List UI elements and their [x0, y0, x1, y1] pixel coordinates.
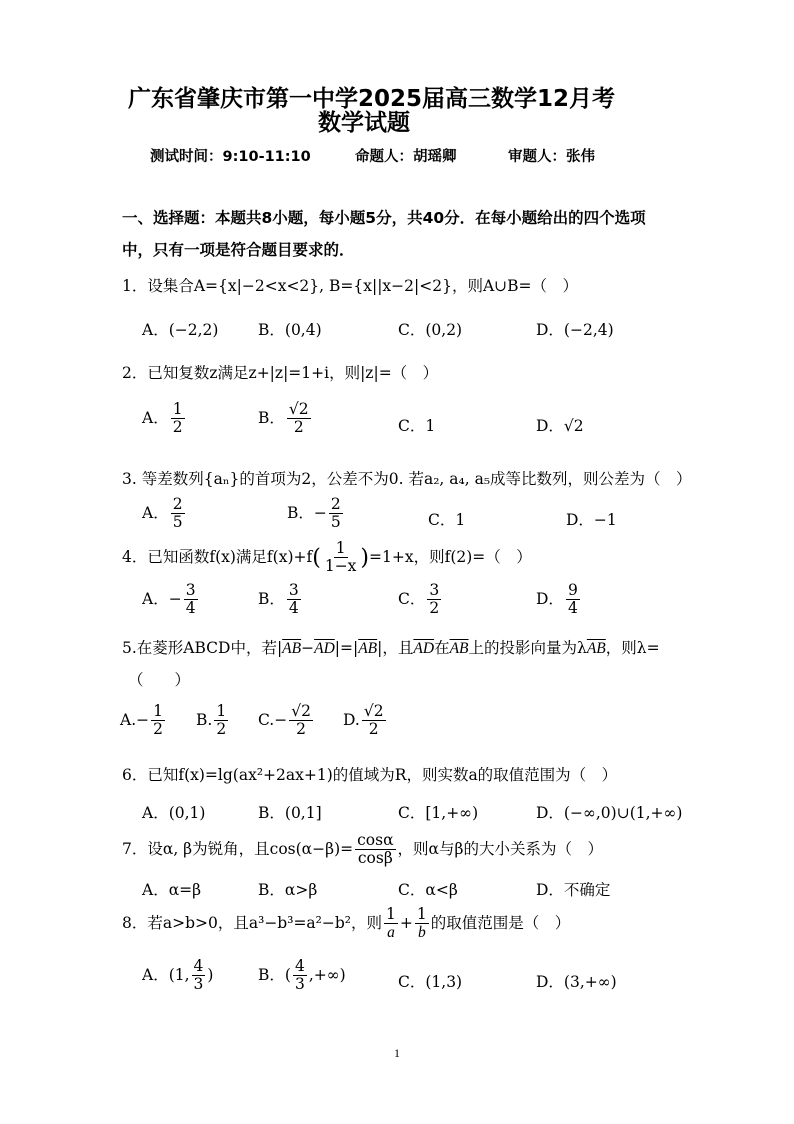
- question-2-option-a: [142, 401, 187, 437]
- stem-text: 上的投影向量为λ: [468, 639, 587, 657]
- option-text: B．(: [258, 965, 291, 984]
- question-4-option-c: [398, 582, 443, 618]
- stem-text: 在: [434, 639, 450, 657]
- vector-ad: $\overline{AD}$: [314, 640, 335, 657]
- vector-ad: $\overline{AD}$: [413, 640, 435, 657]
- question-3-stem: 3. 等差数列{aₙ}的首项为2，公差不为0. 若a₂, a₄, a₅成等比数列，则公差为（ ）: [122, 470, 692, 488]
- fraction: [427, 582, 441, 618]
- option-label: C.−: [258, 710, 288, 729]
- numerator: √2: [363, 702, 384, 720]
- question-3-option-d: D．−1: [566, 511, 617, 529]
- fraction: [287, 582, 301, 618]
- denominator: 5: [330, 513, 341, 532]
- fraction: [184, 582, 198, 618]
- fraction: [214, 703, 228, 739]
- question-1-option-d: D．(−2,4): [536, 321, 614, 339]
- numerator: 1: [386, 905, 396, 923]
- numerator: √2: [291, 702, 311, 720]
- denominator: 5: [172, 513, 183, 532]
- question-5-stem: [122, 636, 660, 658]
- denominator: a: [387, 924, 395, 942]
- numerator: 4: [294, 957, 305, 975]
- stem-text: =1+x，则f(2)=（ ）: [369, 547, 532, 566]
- question-2-option-c: C．1: [398, 417, 436, 435]
- denominator: 2: [216, 720, 227, 739]
- option-label: D.: [343, 710, 360, 729]
- stem-text: |，且: [377, 639, 414, 657]
- numerator: 3: [185, 581, 196, 599]
- denominator: 4: [185, 599, 196, 618]
- numerator: 1: [216, 702, 227, 720]
- question-4-stem: [122, 540, 532, 576]
- fraction: [289, 703, 313, 739]
- fraction: [355, 832, 395, 868]
- numerator: 4: [193, 957, 204, 975]
- question-7-option-c: C．α<β: [398, 881, 458, 899]
- section-heading-line1: 一、选择题：本题共8小题，每小题5分，共40分．在每小题给出的四个选项: [122, 209, 646, 227]
- denominator: 2: [172, 418, 183, 437]
- denominator: 4: [567, 599, 578, 618]
- question-1-stem: 1．设集合A={x|−2<x<2}, B={x||x−2|<2}，则A∪B=（ ）: [122, 277, 579, 295]
- option-label: C．: [398, 589, 426, 608]
- fraction: [287, 401, 311, 437]
- fraction: [566, 582, 580, 618]
- option-text: A．(1,: [142, 965, 190, 984]
- option-text: ,+∞): [308, 965, 346, 984]
- fraction: [171, 401, 185, 437]
- question-1-option-c: C．(0,2): [398, 321, 463, 339]
- question-6-stem: 6．已知f(x)=lg(ax²+2ax+1)的值域为R，则实数a的取值范围为（ ）: [122, 766, 618, 784]
- question-5-option-c: [258, 703, 315, 739]
- stem-text: |=|: [334, 639, 359, 657]
- page-subtitle: 数学试题: [318, 110, 410, 136]
- question-1-option-b: B．(0,4): [258, 321, 322, 339]
- question-3-option-c: C．1: [428, 511, 466, 529]
- page-title: 广东省肇庆市第一中学2025届高三数学12月考: [128, 86, 616, 112]
- stem-text: ，则λ=: [605, 639, 660, 657]
- option-label: B.: [196, 710, 213, 729]
- denominator: 2: [296, 720, 307, 739]
- question-3-option-a: [142, 496, 187, 532]
- question-5-option-a: [120, 703, 167, 739]
- vector-ab: $\overline{AB}$: [282, 640, 302, 657]
- fraction: [293, 958, 307, 994]
- stem-text: 7．设α, β为锐角，且cos(α−β)=: [122, 839, 354, 858]
- author: 命题人：胡瑶卿: [355, 149, 457, 165]
- paren-close: ): [360, 545, 370, 571]
- question-8-option-b: [258, 958, 346, 994]
- denominator: 2: [429, 599, 440, 618]
- numerator: 1: [172, 400, 183, 418]
- fraction: [329, 496, 343, 532]
- option-label: B．: [258, 589, 285, 608]
- option-label: A.−: [120, 710, 150, 729]
- question-7-option-a: A．α=β: [142, 881, 202, 899]
- denominator: 2: [293, 418, 304, 437]
- question-4-option-d: [536, 582, 582, 618]
- denominator: 1−x: [324, 557, 357, 576]
- question-8-stem: [122, 906, 570, 942]
- option-label: A．: [142, 408, 169, 427]
- section-heading-line2: 中，只有一项是符合题目要求的．: [122, 241, 355, 259]
- fraction: [415, 906, 429, 942]
- stem-text: 8．若a>b>0，且a³−b³=a²−b²，则: [122, 913, 383, 932]
- numerator: 2: [330, 495, 341, 513]
- numerator: 1: [335, 539, 346, 557]
- numerator: 1: [416, 905, 427, 923]
- question-7-option-d: D．不确定: [536, 881, 611, 899]
- stem-text: 4．已知函数f(x)满足f(x)+f: [122, 547, 313, 566]
- stem-text: 的取值范围是（ ）: [430, 913, 571, 932]
- numerator: 2: [172, 495, 183, 513]
- numerator: 9: [567, 581, 578, 599]
- fraction: [192, 958, 206, 994]
- denominator: cosβ: [357, 849, 393, 868]
- question-5-option-d: [343, 703, 388, 739]
- numerator: 3: [288, 581, 299, 599]
- denominator: 4: [288, 599, 299, 618]
- option-text: ): [207, 965, 214, 984]
- question-6-option-a: A．(0,1): [142, 804, 206, 822]
- question-4-option-b: [258, 582, 303, 618]
- denominator: 3: [294, 975, 305, 994]
- question-8-option-c: C．(1,3): [398, 973, 463, 991]
- fraction: [362, 703, 386, 739]
- stem-text: 5.在菱形ABCD中，若|: [122, 639, 283, 657]
- denominator: 2: [153, 720, 163, 739]
- question-7-stem: [122, 832, 603, 868]
- option-label: B．−: [287, 503, 327, 522]
- option-label: B．: [258, 408, 285, 427]
- fraction: [171, 496, 185, 532]
- paren-open: (: [312, 545, 321, 571]
- question-6-option-d: D．(−∞,0)∪(1,+∞): [536, 804, 683, 822]
- vector-ab: $\overline{AB}$: [358, 640, 378, 657]
- denominator: 2: [368, 720, 379, 739]
- question-2-stem: 2．已知复数z满足z+|z|=1+i，则|z|=（ ）: [122, 364, 439, 382]
- question-2-option-d: D．√2: [536, 417, 584, 435]
- fraction: [384, 906, 398, 942]
- question-2-option-b: [258, 401, 313, 437]
- fraction: [323, 540, 359, 576]
- fraction: [151, 703, 165, 739]
- minus-sign: −: [301, 639, 315, 657]
- question-5-paren: （ ）: [128, 671, 191, 689]
- vector-ab: $\overline{AB}$: [449, 640, 469, 657]
- question-6-option-b: B．(0,1]: [258, 804, 322, 822]
- question-7-option-b: B．α>β: [258, 881, 318, 899]
- question-5-option-b: [196, 703, 230, 739]
- question-8-option-a: [142, 958, 213, 994]
- option-label: A．−: [142, 589, 182, 608]
- reviewer: 审题人：张伟: [508, 149, 595, 165]
- option-label: D．: [536, 589, 564, 608]
- question-3-option-b: [287, 496, 345, 532]
- denominator: b: [417, 924, 426, 942]
- plus-sign: +: [399, 913, 413, 932]
- vector-ab: $\overline{AB}$: [586, 640, 606, 657]
- numerator: cosα: [357, 831, 394, 849]
- numerator: 1: [153, 702, 163, 720]
- question-1-option-a: A．(−2,2): [142, 321, 219, 339]
- question-4-option-a: [142, 582, 200, 618]
- page-number: 1: [394, 1046, 400, 1060]
- stem-text: ，则α与β的大小关系为（ ）: [397, 839, 603, 858]
- numerator: 3: [429, 581, 440, 599]
- question-6-option-c: C．[1,+∞): [398, 804, 479, 822]
- option-label: A．: [142, 503, 169, 522]
- question-8-option-d: D．(3,+∞): [536, 973, 617, 991]
- test-time: 测试时间：9:10-11:10: [150, 149, 311, 165]
- numerator: √2: [288, 400, 309, 418]
- denominator: 3: [193, 975, 204, 994]
